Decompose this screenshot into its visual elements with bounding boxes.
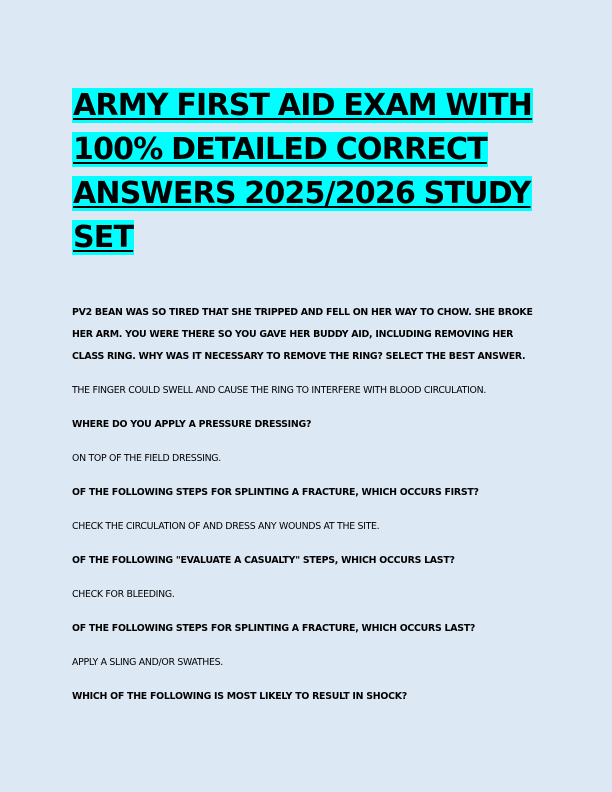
answer-text: CHECK FOR BLEEDING. xyxy=(72,589,175,600)
question-text: WHICH OF THE FOLLOWING IS MOST LIKELY TO RESULT IN SHOCK? xyxy=(72,691,407,702)
answer-text: ON TOP OF THE FIELD DRESSING. xyxy=(72,453,221,464)
answer-text: APPLY A SLING AND/OR SWATHES. xyxy=(72,657,223,668)
document-title xyxy=(72,84,542,260)
question-text: WHERE DO YOU APPLY A PRESSURE DRESSING? xyxy=(72,419,312,430)
answer-text: THE FINGER COULD SWELL AND CAUSE THE RING TO INTERFERE WITH BLOOD CIRCULATION. xyxy=(72,385,487,396)
answer-text: CHECK THE CIRCULATION OF AND DRESS ANY WOUNDS AT THE SITE. xyxy=(72,521,380,532)
question-text: OF THE FOLLOWING "EVALUATE A CASUALTY" STEPS, WHICH OCCURS LAST? xyxy=(72,555,455,566)
question-text: OF THE FOLLOWING STEPS FOR SPLINTING A FRACTURE, WHICH OCCURS LAST? xyxy=(72,623,476,634)
question-text: PV2 BEAN WAS SO TIRED THAT SHE TRIPPED AND FELL ON HER WAY TO CHOW. SHE BROKE HER ARM. YOU WERE THERE SO YOU GAVE HER BUDDY AID, INCLUDING REMOVING HER CLASS RING. WHY WAS IT NECESSARY TO REMOVE THE RING? SELECT THE BEST ANSWER. xyxy=(72,307,533,362)
document-title-text: ARMY FIRST AID EXAM WITH 100% DETAILED CORRECT ANSWERS 2025/2026 STUDY SET xyxy=(73,88,533,255)
question-text: OF THE FOLLOWING STEPS FOR SPLINTING A FRACTURE, WHICH OCCURS FIRST? xyxy=(72,487,479,498)
